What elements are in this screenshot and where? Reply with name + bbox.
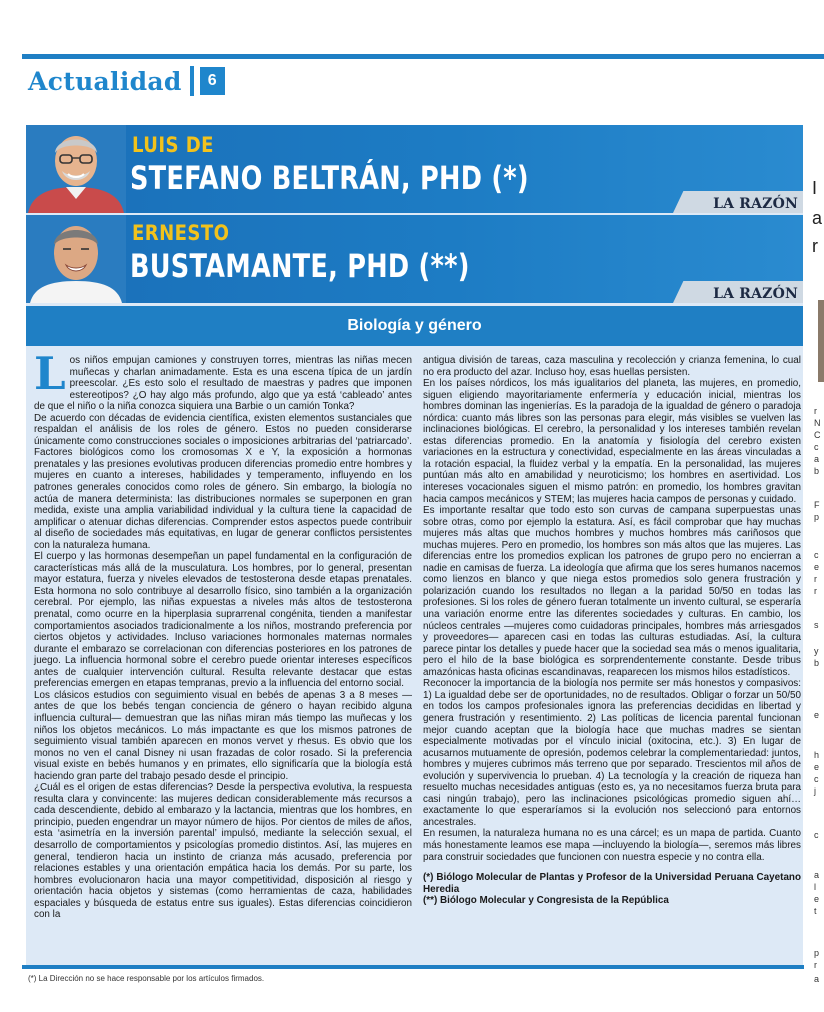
edge-glyph: l <box>814 882 816 892</box>
paragraph: Es importante resaltar que todo esto son curvas de campana superpuestas unas sobre otras, como por ejemplo la estatura. Así, es fácil comprobar que hay muchas mujeres más altas que muchos hombres y muchos hombres más cariñosos que muchas mujeres. Pero en promedio, los hombres son más altos que las mujeres. Las diferencias entre los promedios explican los patrones de grupo pero no encierran a nadie en camisas de fuerza. La ideología que afirma que los seres humanos nacemos como lienzos en blanco y que niega estos promedios solo genera frustración y polarización cuando los resultados no llegan a la paridad 50/50 en todas las profesiones. Si los roles de género fueran totalmente un invento cultural, se esperaría una variación enorme entre las diferentes sociedades y culturas. En cambio, los núcleos centrales —mujeres como cuidadoras principales, hombres más arriesgados y proveedores— aparecen casi en todas las culturas estudiadas. Así, la cultura parece pintar los detalles y puede hacer que la sociedad sea más o menos igualitaria, pero el hilo de la base biológica es sorprendentemente constante. Desde tribus amazónicas hasta oficinas escandinavas, reaparecen los mismos hilos estadísticos. <box>423 505 801 678</box>
edge-glyph: F <box>814 500 820 510</box>
brand-logo-1: LA RAZÓN <box>703 195 803 213</box>
page-number: 6 <box>200 67 225 95</box>
author-note-2: (**) Biólogo Molecular y Congresista de la República <box>423 895 669 907</box>
brand-logo-2: LA RAZÓN <box>703 285 803 303</box>
column-left <box>34 347 412 921</box>
edge-glyph: a <box>814 870 820 880</box>
edge-glyph: a <box>814 974 820 984</box>
paragraph: En los países nórdicos, los más igualitarios del planeta, las mujeres, en promedio, siguen eligiendo mayoritariamente enfermería y educación inicial, mientras los hombres dominan las ingenierías. Es la paradoja de la igualdad de género o paradoja nórdica: cuanto más libres son las personas para elegir, más visibles se vuelven las inclinaciones biológicas. El cerebro, la personalidad y los intereses también revelan estas diferencias promedio. En la anatomía y fisiología del cerebro existen variaciones en la estructura y conectividad, especialmente en las áreas vinculadas a la rotación espacial, la fluidez verbal y la empatía. En la personalidad, las mujeres puntúan más alto en amabilidad y neuroticismo; los hombres en asertividad. Los intereses vocacionales siguen el mismo patrón: en promedio, los hombres gravitan hacia campos mecánicos y STEM; las mujeres hacia campos de personas y cuidado. <box>423 378 801 505</box>
edge-glyph: e <box>814 562 820 572</box>
edge-glyph: b <box>814 658 820 668</box>
edge-glyph: j <box>814 786 816 796</box>
edge-glyph: c <box>814 830 819 840</box>
edge-glyph: y <box>814 646 819 656</box>
paragraph: antigua división de tareas, caza masculina y recolección y crianza femenina, lo cual no era producto del azar. Incluso hoy, esas huellas persisten. <box>423 355 801 378</box>
top-rule <box>22 54 824 59</box>
edge-glyph: c <box>814 550 819 560</box>
section-title: Actualidad <box>28 66 182 96</box>
adjacent-page-edge <box>808 0 824 1012</box>
article-title: Biología y género <box>347 317 482 334</box>
edge-glyph: e <box>814 894 820 904</box>
author-1-first-name: LUIS DE <box>132 133 214 157</box>
edge-glyph: r <box>814 574 817 584</box>
article-body <box>26 347 803 965</box>
edge-glyph: r <box>814 406 817 416</box>
paragraph: De acuerdo con décadas de evidencia científica, existen elementos sustanciales que respaldan el análisis de los roles de género. Estos no pueden considerarse únicamente como construcciones sociales o imposiciones arbitrarias del ‘patriarcado’. Factores biológicos como los cromosomas X e Y, la exposición a hormonas prenatales y las presiones evolutivas producen diferencias promedio entre hombres y mujeres en cuanto a intereses, habilidades y temperamento, influyendo en los patrones generales conocidos como roles de género. Sin embargo, la biología no actúa de manera determinista: las distribuciones normales se superponen en gran medida, existe una amplia variabilidad individual y la cultura tiene la capacidad de amplificar o atenuar dichas diferencias. Comprender estos aspectos puede contribuir al diseño de sociedades más equitativas, en lugar de generar conflictos persistentes con la naturaleza humana. <box>34 412 412 551</box>
drop-cap: L <box>34 347 66 400</box>
opinion-article <box>26 125 803 965</box>
paragraph-text: os niños empujan camiones y construyen torres, mientras las niñas mecen muñecas y charlan animadamente. Esta es una escena típica de un jardín preescolar. ¿Es esto solo el resultado de maestras y padres que imponen estereotipos? ¿O hay algo más profundo, algo que ya está ‘cableado’ antes de que el niño o la niña conozca siquiera una Barbie o un camión Tonka? <box>34 355 412 413</box>
edge-glyph: e <box>814 762 820 772</box>
author-2-last-name: BUSTAMANTE, PHD (**) <box>130 247 470 285</box>
edge-glyph: t <box>814 906 817 916</box>
author-band-2 <box>26 215 803 303</box>
edge-glyph: p <box>814 512 820 522</box>
edge-glyph: s <box>814 620 819 630</box>
bottom-rule <box>22 965 804 969</box>
author-photo-1 <box>26 125 126 213</box>
edge-glyph: C <box>814 430 821 440</box>
paragraph <box>34 347 412 413</box>
author-note-1: (*) Biólogo Molecular de Plantas y Profesor de la Universidad Peruana Cayetano Heredia <box>423 872 801 895</box>
author-band-1 <box>26 125 803 213</box>
edge-glyph: a <box>812 208 823 228</box>
paragraph: En resumen, la naturaleza humana no es una cárcel; es un mapa de partida. Cuanto más honestamente leamos ese mapa —incluyendo la biología—, seremos más libres para construir sociedades que funcionen con nuestra especie y no contra ella. <box>423 828 801 863</box>
edge-glyph: a <box>814 454 820 464</box>
disclaimer: (*) La Dirección no se hace responsable por los artículos firmados. <box>28 974 265 983</box>
paragraph: ¿Cuál es el origen de estas diferencias? Desde la perspectiva evolutiva, la respuesta resulta clara y convincente: las mujeres dedican considerablemente más recursos a cada descendiente, debido al embarazo y la lactancia, mientras que los hombres, en principio, pueden engendrar un mayor número de hijos. Por cientos de miles de años, esta ‘asimetría en la inversión parental’ impulsó, mediante la selección sexual, el desarrollo de comportamientos y psicologías promedio distintos. Así, las mujeres en general, tendieron hacia un instinto de crianza más acusado, preferencia por relaciones estables y una orientación empática hacia los demás. Por su parte, los hombres evolucionaron hacia una mayor competitividad, disposición al riesgo y orientación hacia objetos y sistemas (como herramientas de caza, habilidades espaciales y búsqueda de estatus entre sus iguales). Estas diferencias coincidieron con la <box>34 782 412 921</box>
article-title-band <box>26 306 803 346</box>
edge-glyph: r <box>814 586 817 596</box>
paragraph: El cuerpo y las hormonas desempeñan un papel fundamental en la configuración de características más allá de la musculatura. Los hombres, por lo general, presentan mayor estatura, fuerza y niveles elevados de testosterona desde etapas prenatales. Esta hormona no solo contribuye al desarrollo físico, sino también a la organización cerebral. Por ejemplo, las niñas expuestas a niveles más altos de testosterona prenatal, como ocurre en la hiperplasia suprarrenal congénita, tienden a manifestar comportamientos asociados tradicionalmente a los niños, mostrando preferencia por ciertos objetos y actividades. Incluso variaciones hormonales maternas normales durante el embarazo se correlacionan con diferencias posteriores en los patrones de juego. La influencia hormonal sobre el cerebro puede orientar intereses específicos antes de cualquier intervención cultural. Resulta relevante destacar que estas preferencias emergen en etapas tempranas, previo a la influencia del entorno social. <box>34 551 412 690</box>
section-header <box>28 64 225 98</box>
edge-glyph: c <box>814 442 819 452</box>
edge-glyph: p <box>814 948 820 958</box>
edge-glyph: h <box>814 750 820 760</box>
paragraph: Los clásicos estudios con seguimiento visual en bebés de apenas 3 a 8 meses — antes de que los bebés tengan conciencia de género o hayan recibido alguna influencia cultural— demuestran que las niñas miran más tiempo las muñecas y los niños los objetos mecánicos. Lo más impactante es que los mismos patrones de seguimiento visual también aparecen en monos vervet y rhesus. Es obvio que los monos no ven el canal Disney ni usan frazadas de color rosado. Si la preferencia visual existe en bebés humanos y en primates, ello significaría que la biología está haciendo gran parte del trabajo pesado desde el principio. <box>34 689 412 782</box>
author-1-last-name: STEFANO BELTRÁN, PHD (*) <box>130 159 529 197</box>
author-2-first-name: ERNESTO <box>132 221 230 245</box>
edge-glyph: N <box>814 418 821 428</box>
column-right <box>423 355 801 907</box>
edge-photo <box>818 300 824 382</box>
paragraph: Reconocer la importancia de la biología nos permite ser más honestos y compasivos: 1) La igualdad debe ser de oportunidades, no de resultados. Obligar o forzar un 50/50 en todos los campos profesionales ignora las preferencias decididas en libertad y genera frustración y resentimiento. 2) Las políticas de licencia parental funcionan mejor cuando aceptan que la biología hace que muchas madres se sientan especialmente motivadas por el vínculo inicial (oxitocina, etc.). 3) En lugar de acusarnos mutuamente de opresión, podemos celebrar la complementariedad: juntos, hombres y mujeres cubrimos más terreno que por separado. Trescientos mil años de evolución y supervivencia lo prueban. 4) La tecnología y la creación de riqueza han resuelto muchas necesidades antiguas (esto es, ya no necesitamos fuerza bruta para casi ningún trabajo), pero las inclinaciones psicológicas promedio siguen ahí… exactamente lo que esperaríamos si la evolución nos seleccionó para entornos ancestrales. <box>423 678 801 828</box>
author-photo-2 <box>26 215 126 303</box>
section-divider <box>190 66 194 96</box>
edge-glyph: r <box>812 236 818 256</box>
edge-glyph: b <box>814 466 820 476</box>
author-notes <box>423 872 801 907</box>
edge-glyph: e <box>814 710 820 720</box>
edge-glyph: c <box>814 774 819 784</box>
edge-glyph: I <box>812 178 818 198</box>
edge-glyph: r <box>814 960 817 970</box>
